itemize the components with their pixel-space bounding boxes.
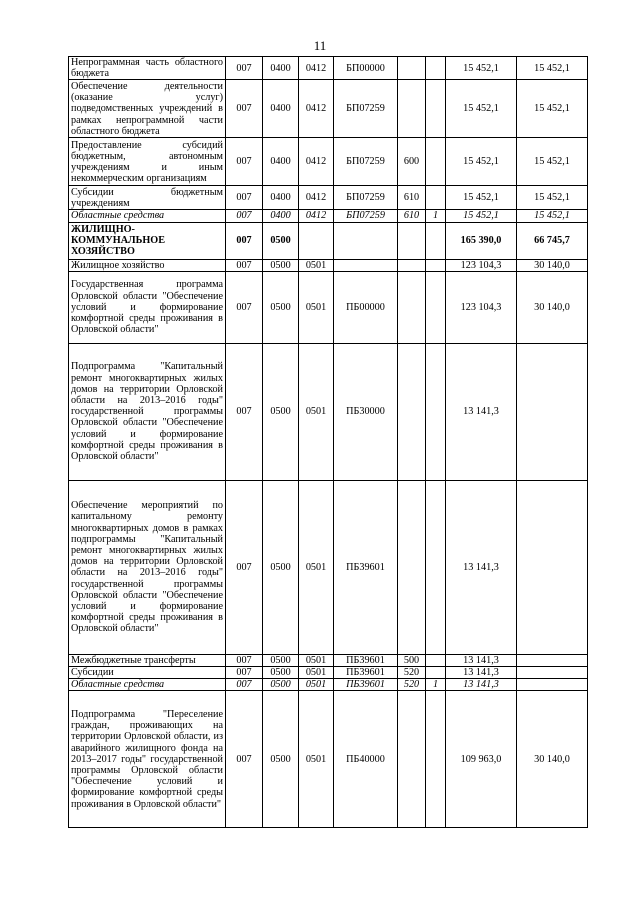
- table-row: [69, 691, 588, 828]
- expense-type-code: [398, 57, 426, 80]
- expense-type-code: 520: [398, 679, 426, 691]
- target-item-code: ПБ39601: [334, 480, 398, 654]
- expense-type-code: [398, 80, 426, 138]
- section-code: 0500: [263, 222, 299, 259]
- row-name: Подпрограмма "Переселение граждан, проживающих на территории Орловской области, из аварийного жилищного фонда на 2013–2017 годы" государственной программы Орловской области "Обеспечение условий и формирование комфортной среды проживания в Орловской области": [69, 691, 226, 828]
- row-name: Областные средства: [69, 210, 226, 222]
- target-item-code: ПБ39601: [334, 654, 398, 666]
- admin-code: 007: [226, 259, 263, 271]
- subsection-code: 0501: [299, 654, 334, 666]
- section-code: 0400: [263, 57, 299, 80]
- funding-source-code: [426, 57, 446, 80]
- expense-type-code: [398, 271, 426, 343]
- amount-year-1: 15 452,1: [446, 138, 517, 186]
- page-number: 11: [313, 38, 327, 53]
- amount-year-2: [517, 654, 588, 666]
- amount-year-1: 13 141,3: [446, 679, 517, 691]
- amount-year-2: [517, 480, 588, 654]
- funding-source-code: [426, 259, 446, 271]
- amount-year-1: 13 141,3: [446, 654, 517, 666]
- amount-year-1: 13 141,3: [446, 480, 517, 654]
- target-item-code: БП07259: [334, 138, 398, 186]
- subsection-code: 0501: [299, 667, 334, 679]
- table-row: [69, 210, 588, 222]
- subsection-code: [299, 222, 334, 259]
- expense-type-code: [398, 222, 426, 259]
- amount-year-2: 15 452,1: [517, 57, 588, 80]
- row-name: Жилищное хозяйство: [69, 259, 226, 271]
- amount-year-1: 123 104,3: [446, 259, 517, 271]
- subsection-code: 0501: [299, 691, 334, 828]
- amount-year-2: 15 452,1: [517, 210, 588, 222]
- amount-year-2: 15 452,1: [517, 138, 588, 186]
- table-row: [69, 57, 588, 80]
- target-item-code: БП07259: [334, 80, 398, 138]
- target-item-code: [334, 259, 398, 271]
- amount-year-1: 123 104,3: [446, 271, 517, 343]
- funding-source-code: 1: [426, 679, 446, 691]
- amount-year-2: 15 452,1: [517, 80, 588, 138]
- section-code: 0400: [263, 80, 299, 138]
- row-name: Субсидии: [69, 667, 226, 679]
- target-item-code: ПБ39601: [334, 667, 398, 679]
- subsection-code: 0412: [299, 80, 334, 138]
- admin-code: 007: [226, 222, 263, 259]
- section-code: 0500: [263, 259, 299, 271]
- amount-year-1: 15 452,1: [446, 57, 517, 80]
- subsection-code: 0412: [299, 138, 334, 186]
- admin-code: 007: [226, 80, 263, 138]
- funding-source-code: [426, 186, 446, 210]
- subsection-code: 0501: [299, 343, 334, 480]
- target-item-code: ПБ00000: [334, 271, 398, 343]
- subsection-code: 0501: [299, 679, 334, 691]
- expense-type-code: 610: [398, 210, 426, 222]
- funding-source-code: [426, 691, 446, 828]
- admin-code: 007: [226, 679, 263, 691]
- table-row: [69, 186, 588, 210]
- funding-source-code: [426, 138, 446, 186]
- section-code: 0500: [263, 654, 299, 666]
- section-code: 0400: [263, 210, 299, 222]
- row-name: Межбюджетные трансферты: [69, 654, 226, 666]
- expense-type-code: 610: [398, 186, 426, 210]
- target-item-code: ПБ30000: [334, 343, 398, 480]
- funding-source-code: [426, 667, 446, 679]
- budget-table-body: [69, 57, 588, 828]
- section-code: 0500: [263, 343, 299, 480]
- table-row: [69, 271, 588, 343]
- section-code: 0500: [263, 691, 299, 828]
- row-name: Государственная программа Орловской области "Обеспечение условий и формирование комфортной среды проживания в Орловской области": [69, 271, 226, 343]
- table-row: [69, 654, 588, 666]
- row-name: Непрограммная часть областного бюджета: [69, 57, 226, 80]
- subsection-code: 0412: [299, 210, 334, 222]
- budget-table: [68, 56, 588, 828]
- expense-type-code: 520: [398, 667, 426, 679]
- row-name: ЖИЛИЩНО-КОММУНАЛЬНОЕ ХОЗЯЙСТВО: [69, 222, 226, 259]
- subsection-code: 0412: [299, 186, 334, 210]
- amount-year-1: 109 963,0: [446, 691, 517, 828]
- funding-source-code: [426, 222, 446, 259]
- table-row: [69, 667, 588, 679]
- expense-type-code: 500: [398, 654, 426, 666]
- amount-year-2: 30 140,0: [517, 271, 588, 343]
- section-code: 0400: [263, 186, 299, 210]
- amount-year-1: 15 452,1: [446, 210, 517, 222]
- row-name: Субсидии бюджетным учреждениям: [69, 186, 226, 210]
- table-row: [69, 480, 588, 654]
- amount-year-2: [517, 667, 588, 679]
- amount-year-2: 66 745,7: [517, 222, 588, 259]
- row-name: Областные средства: [69, 679, 226, 691]
- admin-code: 007: [226, 654, 263, 666]
- amount-year-1: 13 141,3: [446, 667, 517, 679]
- target-item-code: БП07259: [334, 186, 398, 210]
- row-name: Обеспечение мероприятий по капитальному ремонту многоквартирных домов в рамках подпрограммы "Капитальный ремонт многоквартирных жилых домов на территории Орловской области на 2013–2016 годы" государственной программы Орловской области "Обеспечение условий и формирование комфортной среды проживания в Орловской области": [69, 480, 226, 654]
- funding-source-code: [426, 271, 446, 343]
- admin-code: 007: [226, 138, 263, 186]
- amount-year-2: 15 452,1: [517, 186, 588, 210]
- target-item-code: ПБ39601: [334, 679, 398, 691]
- expense-type-code: [398, 259, 426, 271]
- admin-code: 007: [226, 271, 263, 343]
- table-row: [69, 259, 588, 271]
- funding-source-code: [426, 343, 446, 480]
- admin-code: 007: [226, 691, 263, 828]
- admin-code: 007: [226, 480, 263, 654]
- funding-source-code: 1: [426, 210, 446, 222]
- subsection-code: 0501: [299, 271, 334, 343]
- amount-year-1: 15 452,1: [446, 186, 517, 210]
- row-name: Предоставление субсидий бюджетным, автономным учреждениям и иным некоммерческим организациям: [69, 138, 226, 186]
- amount-year-1: 13 141,3: [446, 343, 517, 480]
- section-code: 0400: [263, 138, 299, 186]
- admin-code: 007: [226, 210, 263, 222]
- admin-code: 007: [226, 667, 263, 679]
- amount-year-1: 15 452,1: [446, 80, 517, 138]
- table-row: [69, 343, 588, 480]
- amount-year-2: [517, 343, 588, 480]
- subsection-code: 0412: [299, 57, 334, 80]
- section-code: 0500: [263, 667, 299, 679]
- subsection-code: 0501: [299, 480, 334, 654]
- admin-code: 007: [226, 186, 263, 210]
- table-row: [69, 138, 588, 186]
- expense-type-code: [398, 343, 426, 480]
- subsection-code: 0501: [299, 259, 334, 271]
- section-code: 0500: [263, 271, 299, 343]
- expense-type-code: 600: [398, 138, 426, 186]
- table-row: [69, 679, 588, 691]
- row-name: Обеспечение деятельности (оказание услуг) подведомственных учреждений в рамках непрограммной части областного бюджета: [69, 80, 226, 138]
- amount-year-2: [517, 679, 588, 691]
- table-row: [69, 222, 588, 259]
- row-name: Подпрограмма "Капитальный ремонт многоквартирных жилых домов на территории Орловской области на 2013–2016 годы" государственной программы Орловской области "Обеспечение условий и формирование комфортной среды проживания в Орловской области": [69, 343, 226, 480]
- target-item-code: ПБ40000: [334, 691, 398, 828]
- expense-type-code: [398, 480, 426, 654]
- target-item-code: [334, 222, 398, 259]
- section-code: 0500: [263, 679, 299, 691]
- target-item-code: БП00000: [334, 57, 398, 80]
- admin-code: 007: [226, 343, 263, 480]
- funding-source-code: [426, 654, 446, 666]
- amount-year-2: 30 140,0: [517, 691, 588, 828]
- expense-type-code: [398, 691, 426, 828]
- amount-year-1: 165 390,0: [446, 222, 517, 259]
- section-code: 0500: [263, 480, 299, 654]
- funding-source-code: [426, 80, 446, 138]
- table-row: [69, 80, 588, 138]
- admin-code: 007: [226, 57, 263, 80]
- target-item-code: БП07259: [334, 210, 398, 222]
- funding-source-code: [426, 480, 446, 654]
- amount-year-2: 30 140,0: [517, 259, 588, 271]
